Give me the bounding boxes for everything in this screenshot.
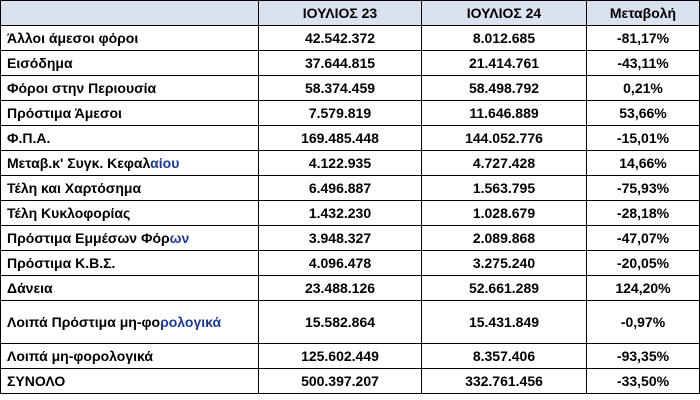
value-july-24: 21.414.761: [422, 51, 587, 76]
row-label: Λοιπά Πρόστιμα μη-φορολογικά: [1, 301, 259, 344]
value-change: -15,01%: [587, 126, 700, 151]
value-change: 53,66%: [587, 101, 700, 126]
header-row: [1, 1, 700, 26]
table-row: [1, 26, 700, 51]
value-july-23: 4.122.935: [259, 151, 422, 176]
row-label: ΣΥΝΟΛΟ: [1, 369, 259, 394]
value-july-24: 1.028.679: [422, 201, 587, 226]
table-row: [1, 101, 700, 126]
value-july-23: 23.488.126: [259, 276, 422, 301]
row-label: Φ.Π.Α.: [1, 126, 259, 151]
value-july-24: 3.275.240: [422, 251, 587, 276]
value-july-23: 4.096.478: [259, 251, 422, 276]
value-july-23: 500.397.207: [259, 369, 422, 394]
header-empty: [1, 1, 259, 26]
value-july-23: 125.602.449: [259, 344, 422, 369]
value-change: -43,11%: [587, 51, 700, 76]
row-label: Εισόδημα: [1, 51, 259, 76]
value-july-24: 8.357.406: [422, 344, 587, 369]
row-label: Πρόστιμα Εμμέσων Φόρων: [1, 226, 259, 251]
value-change: 124,20%: [587, 276, 700, 301]
value-july-24: 58.498.792: [422, 76, 587, 101]
value-july-24: 144.052.776: [422, 126, 587, 151]
value-july-24: 11.646.889: [422, 101, 587, 126]
value-july-24: 8.012.685: [422, 26, 587, 51]
value-july-23: 3.948.327: [259, 226, 422, 251]
value-change: -20,05%: [587, 251, 700, 276]
value-change: -81,17%: [587, 26, 700, 51]
value-july-23: 1.432.230: [259, 201, 422, 226]
row-label: Τέλη Κυκλοφορίας: [1, 201, 259, 226]
value-change: -93,35%: [587, 344, 700, 369]
value-july-23: 169.485.448: [259, 126, 422, 151]
header-july-23: ΙΟΥΛΙΟΣ 23: [259, 1, 422, 26]
value-july-23: 37.644.815: [259, 51, 422, 76]
value-july-24: 2.089.868: [422, 226, 587, 251]
row-label: Τέλη και Χαρτόσημα: [1, 176, 259, 201]
value-july-23: 42.542.372: [259, 26, 422, 51]
value-july-24: 332.761.456: [422, 369, 587, 394]
table-row: [1, 51, 700, 76]
row-label: Μεταβ.κ' Συγκ. Κεφαλαίου: [1, 151, 259, 176]
value-july-23: 15.582.864: [259, 301, 422, 344]
row-label: Άλλοι άμεσοι φόροι: [1, 26, 259, 51]
row-label: Φόροι στην Περιουσία: [1, 76, 259, 101]
table-row: [1, 344, 700, 369]
header-july-24: ΙΟΥΛΙΟΣ 24: [422, 1, 587, 26]
row-label: Πρόστιμα Κ.Β.Σ.: [1, 251, 259, 276]
table-row: [1, 201, 700, 226]
table-row: [1, 251, 700, 276]
value-change: -0,97%: [587, 301, 700, 344]
table-row: [1, 226, 700, 251]
value-july-24: 15.431.849: [422, 301, 587, 344]
value-change: 14,66%: [587, 151, 700, 176]
table-row-total: [1, 369, 700, 394]
header-change: Μεταβολή: [587, 1, 700, 26]
value-july-23: 7.579.819: [259, 101, 422, 126]
table-row: [1, 76, 700, 101]
table-row: [1, 276, 700, 301]
table-row: [1, 151, 700, 176]
row-label: Δάνεια: [1, 276, 259, 301]
table-row: [1, 176, 700, 201]
value-july-23: 58.374.459: [259, 76, 422, 101]
value-july-24: 52.661.289: [422, 276, 587, 301]
value-change: -28,18%: [587, 201, 700, 226]
value-july-23: 6.496.887: [259, 176, 422, 201]
value-july-24: 1.563.795: [422, 176, 587, 201]
value-july-24: 4.727.428: [422, 151, 587, 176]
row-label: Λοιπά μη-φορολογικά: [1, 344, 259, 369]
row-label: Πρόστιμα Άμεσοι: [1, 101, 259, 126]
table-row: [1, 301, 700, 344]
value-change: 0,21%: [587, 76, 700, 101]
value-change: -33,50%: [587, 369, 700, 394]
value-change: -75,93%: [587, 176, 700, 201]
value-change: -47,07%: [587, 226, 700, 251]
table-row: [1, 126, 700, 151]
